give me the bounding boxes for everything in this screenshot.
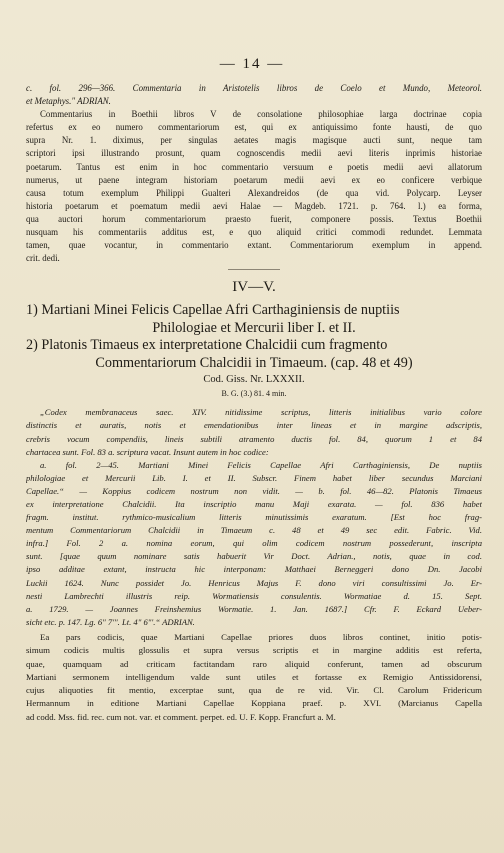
- text-line: scriptori ipsi illustrando prosunt, quam cognoscendis medii aevi literis inprimis historiae: [26, 148, 482, 159]
- text-line: tamen, quae vocantur, in commentario extant. Commentariorum exemplum in append.: [26, 240, 482, 251]
- text-line: ipso additae extant, instructa hic interponam: Matthaei Berneggeri dono Dn. Jacobi: [26, 564, 482, 575]
- section-heading: IV—V.: [232, 279, 276, 296]
- text-line: qua auctori horum commentariorum praesto fuerit, componere possis. Textus Boethii: [26, 213, 482, 224]
- text-line: a. 1729. — Joannes Freinshemius Wormatie. 1. Jan. 1687.] Cfr. F. Eckard Ueber-: [26, 603, 482, 614]
- text-line: sunt. [quae quum nominare satis habuerit Vir Doct. Adrian., notis, quae in cod.: [26, 551, 482, 562]
- text-line: quae, quamquam ad criticam factitandam raro aliquid conferunt, tamen ad obscurum: [26, 658, 482, 669]
- text-line: refertus ex eo numero commentariorum est, qui ex antiquissimo fonte hausti, de quo: [26, 122, 482, 133]
- text-line: c. fol. 296—366. Commentaria in Aristotelis libros de Coelo et Mundo, Meteorol.: [26, 83, 482, 93]
- text-line: numerus, ut paene integram historiam poetarum medii aevi ex eo conficere verbique: [26, 174, 482, 185]
- title-line: 1) Martiani Minei Felicis Capellae Afri Carthaginiensis de nuptiis: [26, 302, 400, 319]
- text-line: Luckii 1624. Nunc possidet Jo. Henricus Majus F. dono viri consultissimi Jo. Er-: [26, 577, 482, 588]
- work-titles: [26, 302, 482, 372]
- text-line: mentum Commentariorum Chalcidii in Timaeum c. 48 et 49 sec edit. Fabric. Vid.: [26, 525, 482, 536]
- text-line: distinctis et auratis, notis et emendationibus inter lineas et in margine adscriptis,: [26, 420, 482, 431]
- text-line: crebris vocum compendiis, lineis subtili atramento ductis fol. 84, quorum 1 et 84: [26, 433, 482, 444]
- title-line: 2) Platonis Timaeus ex interpretatione Chalcidii cum fragmento: [26, 337, 388, 354]
- text-line: philologiae et Mercurii Lib. I. et II. Subscr. Finem habet liber secundus Marciani: [26, 472, 482, 483]
- text-line: infra.] Fol. 2 a. nomina eorum, qui olim codicem nostrum possederunt, inscripta: [26, 538, 482, 549]
- text-line: ad codd. Mss. fid. rec. cum not. var. et comment. perpet. ed. U. F. Kopp. Francfurt a. M.: [26, 711, 336, 722]
- text-line: „Codex membranaceus saec. XIV. nitidissime scriptus, litteris initialibus vario colore: [40, 407, 482, 418]
- text-line: chartacea sunt. Fol. 83 a. scriptura vacat. Insunt autem in hoc codice:: [26, 446, 269, 457]
- codex-description: [26, 406, 482, 629]
- text-line: fragm. institut. rythmico-musicalium litteris minutissimis exaratum. [Est hoc frag-: [26, 512, 482, 523]
- text-line: nusquam his commentariis additus est, e quo aliquid critici commodi redundet. Lemmata: [26, 227, 482, 238]
- page-text: [26, 82, 482, 724]
- text-line: ex interpretatione Chalcidii. Ita inscriptio manu Maji exarata. — fol. 836 habet: [26, 498, 482, 509]
- text-line: et Metaphys." ADRIAN.: [26, 96, 111, 107]
- codex-label: Cod. Giss. Nr. LXXXII.: [203, 374, 305, 386]
- text-line: Ea pars codicis, quae Martiani Capellae priores duos libros continet, initio potis-: [40, 631, 482, 642]
- text-line: Commentarius in Boethii libros V de consolatione philosophiae larga doctrinae copia: [40, 109, 482, 120]
- shelfmark: B. G. (3.) 81. 4 min.: [221, 389, 287, 399]
- text-line: cujus aliquoties fit mentio, excerptae sunt, qua de re vid. Vir. Cl. Carolum Fridericum: [26, 685, 482, 696]
- text-line: crit. dedi.: [26, 253, 60, 264]
- commentary-paragraph: [26, 631, 482, 724]
- text-line: causa totum exemplum Philippi Gualteri Alexandreidos (de qua vid. Polycarp. Leyser: [26, 187, 482, 198]
- text-line: Martiani sermonem intelligendum valde sunt utiles et fortasse ex Remigio Antissidorensi,: [26, 671, 482, 682]
- title-line: Commentariorum Chalcidii in Timaeum. (cap. 48 et 49): [95, 354, 413, 371]
- divider: [228, 269, 280, 270]
- text-line: historia poetarum et poematum medii aevi Halae — Magdeb. 1721. p. 764. l.) ea forma,: [26, 200, 482, 211]
- text-line: sicht etc. p. 147. Lg. 6" 7"'. Lt. 4" 6"'.“ ADRIAN.: [26, 616, 195, 627]
- text-line: supra Nr. 1. diximus, per singulas aetates magis magisque aucti sunt, neque tam: [26, 135, 482, 146]
- top-entry: [26, 82, 482, 265]
- text-line: a. fol. 2—45. Martiani Minei Felicis Capellae Afri Carthaginiensis, De nuptiis: [40, 459, 482, 470]
- text-line: nesti Lambrechti illustris reip. Wormatiensis consulentis. Wormatiae d. 15. Sept.: [26, 590, 482, 601]
- text-line: Hermannum in editione Martiani Capellae Koppiana praef. p. XVI. (Marcianus Capella: [26, 698, 482, 709]
- title-line: Philologiae et Mercurii liber I. et II.: [152, 319, 356, 336]
- text-line: Capellae.“ — Koppius codicem nostrum non vidit. — b. fol. 46—82. Platonis Timaeus: [26, 485, 482, 496]
- page-number: — 14 —: [219, 56, 285, 72]
- text-line: simum codicis multis glossulis et supra versus scriptis et in margine additis est referta,: [26, 645, 482, 656]
- text-line: poetarum. Tantus est enim in hoc commentario versuum e poetis medii aevi allatorum: [26, 161, 482, 172]
